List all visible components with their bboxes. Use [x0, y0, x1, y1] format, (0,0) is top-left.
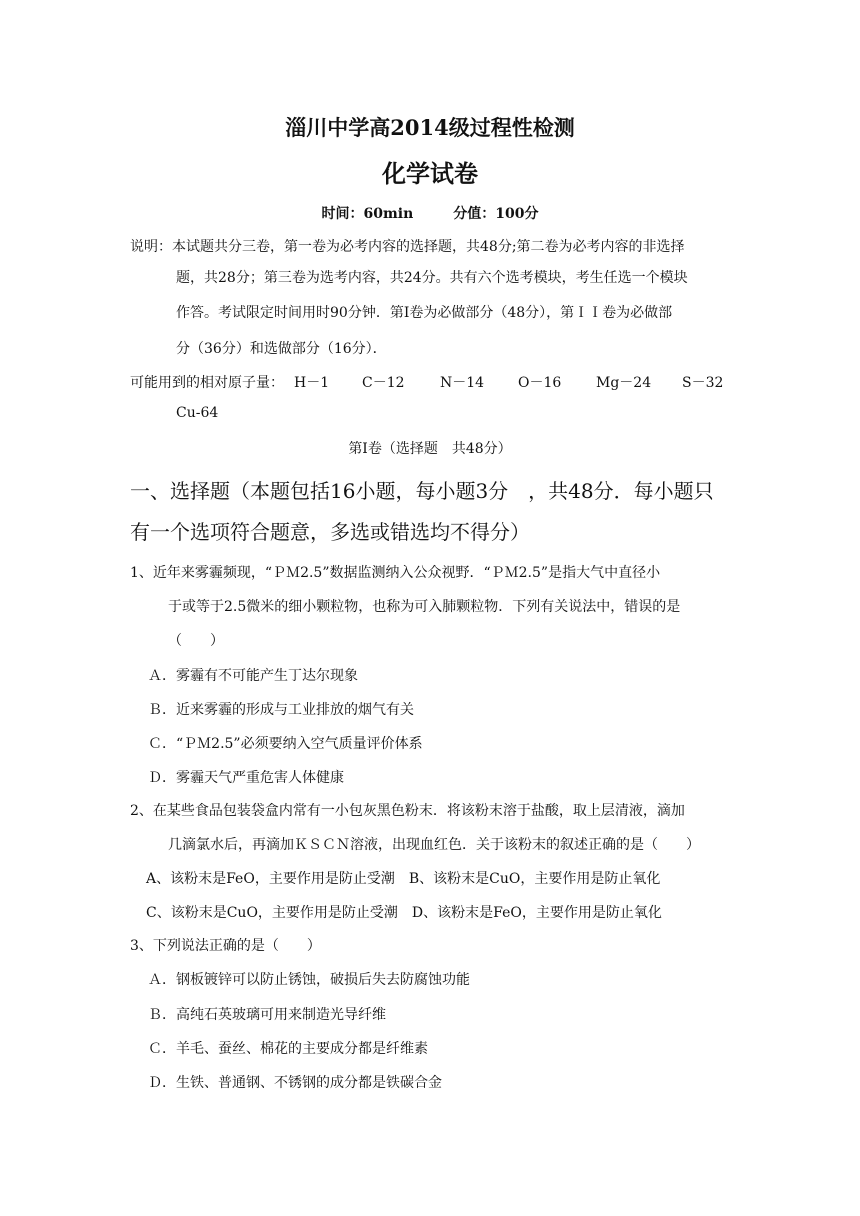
- question-1-answer-blank: （ ）: [168, 633, 224, 649]
- question-1-stem-line-2: 于或等于2.5微米的细小颗粒物，也称为可入肺颗粒物．下列有关说法中，错误的是: [168, 599, 681, 615]
- atomic-mass-s: S－32: [682, 375, 724, 391]
- instructions-line-2: 题，共28分；第三卷为选考内容，共24分。共有六个选考模块，考生任选一个模块: [176, 270, 688, 286]
- question-1-stem-line-1: 1、近年来雾霾频现，“ＰＭ2.5”数据监测纳入公众视野．“ＰＭ2.5”是指大气中直径小: [130, 565, 661, 581]
- section-heading-line-2: 有一个选项符合题意，多选或错选均不得分）: [130, 520, 530, 544]
- question-3-option-b: Ｂ．高纯石英玻璃可用来制造光导纤维: [148, 1007, 386, 1023]
- exam-meta: [0, 203, 860, 223]
- atomic-mass-row: [130, 372, 723, 392]
- exam-title: 淄川中学高2014级过程性检测: [285, 115, 575, 140]
- question-1-option-a: Ａ．雾霾有不可能产生丁达尔现象: [148, 668, 358, 684]
- score-info: 分值：100分: [453, 206, 539, 222]
- question-1-option-c: Ｃ．“ＰＭ2.5”必须要纳入空气质量评价体系: [148, 736, 423, 752]
- question-2-stem-line-2: 几滴氯水后，再滴加ＫＳＣＮ溶液，出现血红色．关于该粉末的叙述正确的是（ ）: [168, 837, 700, 853]
- part1-heading: 第Ⅰ卷（选择题 共48分）: [348, 441, 512, 457]
- atomic-mass-n: N－14: [440, 375, 485, 391]
- atomic-mass-label: 可能用到的相对原子量：: [130, 375, 284, 391]
- atomic-mass-c: C－12: [362, 375, 405, 391]
- question-2-options-cd: C、该粉末是CuO，主要作用是防止受潮 D、该粉末是FeO，主要作用是防止氧化: [146, 905, 662, 921]
- atomic-mass-o: O－16: [518, 375, 562, 391]
- question-2-stem-line-1: 2、在某些食品包装袋盒内常有一小包灰黑色粉末．将该粉末溶于盐酸，取上层清液，滴加: [130, 803, 685, 819]
- question-3-stem: 3、下列说法正确的是（ ）: [130, 938, 321, 954]
- instructions-line-1: 说明：本试题共分三卷，第一卷为必考内容的选择题，共48分;第二卷为必考内容的非选择: [130, 239, 685, 255]
- section-heading-line-1: 一、选择题（本题包括16小题，每小题3分 ，共48分．每小题只: [130, 479, 714, 503]
- time-info: 时间：60min: [321, 206, 414, 222]
- question-1-option-b: Ｂ．近来雾霾的形成与工业排放的烟气有关: [148, 702, 414, 718]
- atomic-mass-cu: Cu-64: [176, 405, 219, 421]
- question-1-option-d: Ｄ．雾霾天气严重危害人体健康: [148, 770, 344, 786]
- atomic-mass-h: H－1: [294, 375, 330, 391]
- question-3-option-d: Ｄ．生铁、普通钢、不锈钢的成分都是铁碳合金: [148, 1075, 442, 1091]
- question-3-option-a: Ａ．钢板镀锌可以防止锈蚀，破损后失去防腐蚀功能: [148, 972, 470, 988]
- subject-title: 化学试卷: [382, 159, 478, 188]
- question-2-options-ab: A、该粉末是FeO，主要作用是防止受潮 B、该粉末是CuO，主要作用是防止氧化: [146, 871, 661, 887]
- atomic-mass-mg: Mg－24: [596, 375, 652, 391]
- instructions-line-3: 作答。考试限定时间用时90分钟．第Ⅰ卷为必做部分（48分），第ＩＩ卷为必做部: [176, 305, 673, 321]
- instructions-line-4: 分（36分）和选做部分（16分）．: [176, 341, 387, 357]
- question-3-option-c: Ｃ．羊毛、蚕丝、棉花的主要成分都是纤维素: [148, 1041, 428, 1057]
